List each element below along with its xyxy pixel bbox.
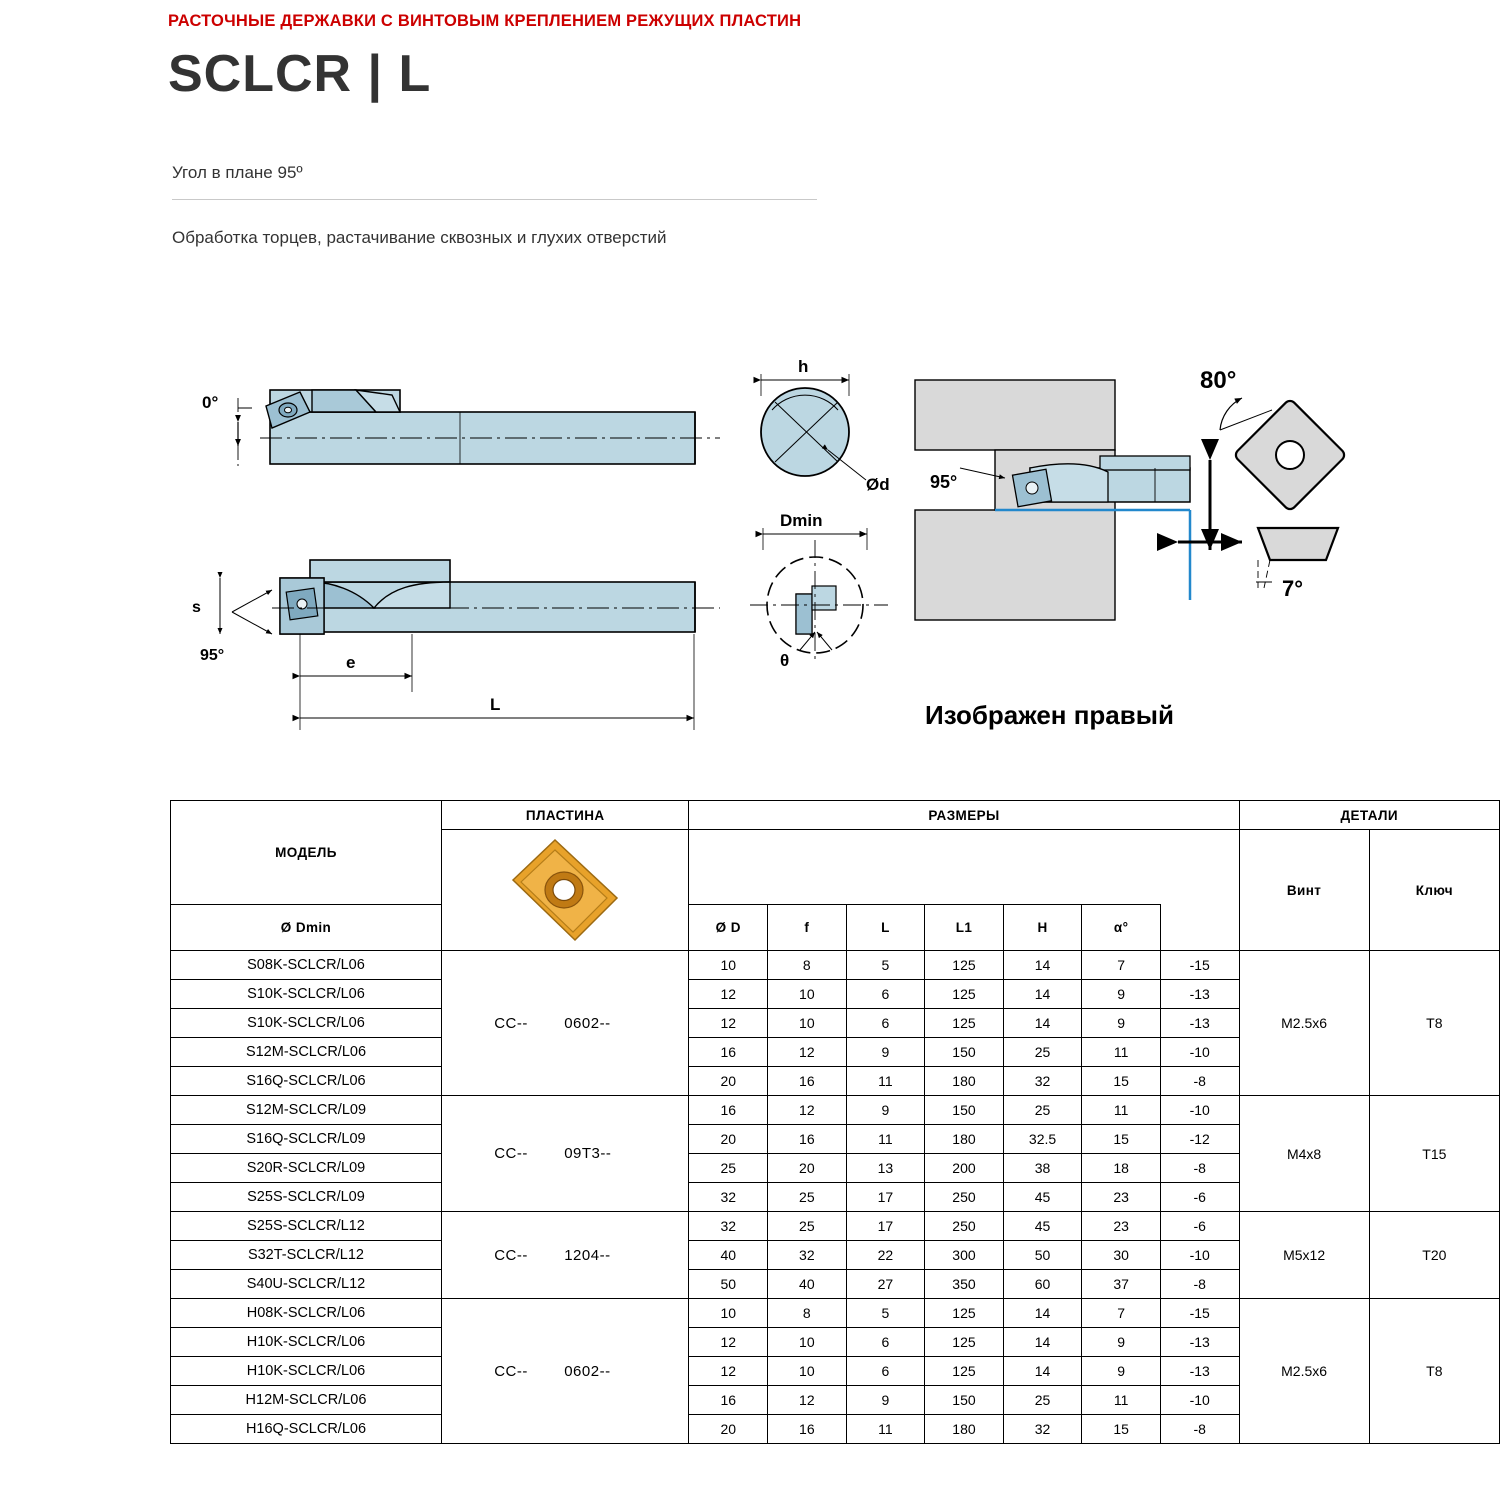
cell-L: 125 [925,1357,1004,1386]
cell-dmin: 16 [689,1386,768,1415]
cell-model: H12M-SCLCR/L06 [171,1386,442,1415]
cell-f: 9 [846,1096,925,1125]
label-dmin: Dmin [780,511,823,530]
label-95-left: 95° [200,647,225,664]
page-description: Обработка торцев, растачивание сквозных и глухих отверстий [172,228,667,247]
cell-model: S32T-SCLCR/L12 [171,1241,442,1270]
cell-alpha: -6 [1160,1212,1239,1241]
cell-f: 9 [846,1038,925,1067]
cell-dmin: 25 [689,1154,768,1183]
cell-f: 17 [846,1183,925,1212]
cell-L: 250 [925,1212,1004,1241]
cell-d: 20 [768,1154,847,1183]
cell-L1: 32 [1003,1415,1082,1444]
cell-L: 180 [925,1415,1004,1444]
header-dim-3: L [846,904,925,950]
table-row [171,951,1500,980]
cell-d: 10 [768,1009,847,1038]
header-dim-2: f [768,904,847,950]
label-e: e [346,653,356,672]
cell-H: 15 [1082,1415,1161,1444]
cell-alpha: -13 [1160,980,1239,1009]
cell-dmin: 32 [689,1183,768,1212]
insert-thumbnail-cell [441,830,689,951]
cell-alpha: -6 [1160,1183,1239,1212]
drawing-dmin-view [750,511,888,670]
cell-alpha: -10 [1160,1241,1239,1270]
cell-H: 23 [1082,1212,1161,1241]
header-divider [172,199,817,200]
cell-dmin: 50 [689,1270,768,1299]
cell-dmin: 10 [689,951,768,980]
cell-model: S12M-SCLCR/L09 [171,1096,442,1125]
cell-L1: 14 [1003,1328,1082,1357]
cell-d: 12 [768,1038,847,1067]
cell-f: 11 [846,1067,925,1096]
cell-model: S40U-SCLCR/L12 [171,1270,442,1299]
header-dim-6: α° [1082,904,1161,950]
label-zero-deg: 0° [202,393,219,412]
label-7-deg: 7° [1282,576,1304,601]
cell-f: 17 [846,1212,925,1241]
cell-insert-code: CC-- 1204-- [441,1212,689,1299]
drawing-note: Изображен правый [925,700,1174,730]
cell-L1: 45 [1003,1183,1082,1212]
cell-dmin: 16 [689,1096,768,1125]
label-95-mid: 95° [930,472,958,492]
cell-screw: M2.5x6 [1239,951,1369,1096]
cell-L1: 25 [1003,1038,1082,1067]
cell-alpha: -12 [1160,1125,1239,1154]
cell-L1: 32 [1003,1067,1082,1096]
cell-d: 40 [768,1270,847,1299]
cell-L: 125 [925,1009,1004,1038]
cell-d: 25 [768,1183,847,1212]
cell-H: 15 [1082,1125,1161,1154]
cell-L1: 25 [1003,1386,1082,1415]
header-dim-5: H [1003,904,1082,950]
cell-H: 7 [1082,1299,1161,1328]
cell-f: 11 [846,1125,925,1154]
cell-d: 10 [768,1328,847,1357]
cell-L1: 50 [1003,1241,1082,1270]
cell-dmin: 10 [689,1299,768,1328]
cell-screw: M2.5x6 [1239,1299,1369,1444]
cell-dmin: 20 [689,1125,768,1154]
cell-f: 6 [846,1328,925,1357]
header-screw: Винт [1239,830,1369,951]
cell-H: 9 [1082,980,1161,1009]
cell-f: 5 [846,951,925,980]
cell-model: S16Q-SCLCR/L06 [171,1067,442,1096]
cell-alpha: -8 [1160,1415,1239,1444]
cell-L1: 45 [1003,1212,1082,1241]
cell-model: H10K-SCLCR/L06 [171,1328,442,1357]
cell-model: S10K-SCLCR/L06 [171,1009,442,1038]
cell-H: 11 [1082,1038,1161,1067]
cell-dmin: 40 [689,1241,768,1270]
cell-model: S12M-SCLCR/L06 [171,1038,442,1067]
cell-alpha: -8 [1160,1067,1239,1096]
cell-model: S16Q-SCLCR/L09 [171,1125,442,1154]
cell-alpha: -13 [1160,1357,1239,1386]
cell-screw: M4x8 [1239,1096,1369,1212]
cell-H: 18 [1082,1154,1161,1183]
header-parts: ДЕТАЛИ [1239,801,1500,830]
cell-H: 11 [1082,1096,1161,1125]
cell-key: T8 [1369,1299,1499,1444]
cell-L: 125 [925,951,1004,980]
cell-H: 9 [1082,1357,1161,1386]
cell-model: H08K-SCLCR/L06 [171,1299,442,1328]
cell-alpha: -10 [1160,1096,1239,1125]
header-insert: ПЛАСТИНА [441,801,689,830]
label-s: s [192,599,201,616]
page-kicker: РАСТОЧНЫЕ ДЕРЖАВКИ С ВИНТОВЫМ КРЕПЛЕНИЕМ РЕЖУЩИХ ПЛАСТИН [168,12,802,30]
cell-L1: 14 [1003,1299,1082,1328]
table-row [171,1299,1500,1328]
drawing-insert-80deg [1200,367,1347,512]
cell-alpha: -8 [1160,1154,1239,1183]
label-L: L [490,695,501,714]
cell-f: 9 [846,1386,925,1415]
cell-alpha: -10 [1160,1038,1239,1067]
cell-model: S25S-SCLCR/L09 [171,1183,442,1212]
cell-f: 13 [846,1154,925,1183]
drawing-top-bar-view [202,390,720,470]
cell-model: S08K-SCLCR/L06 [171,951,442,980]
drawing-insert-7deg [1256,528,1338,601]
cell-insert-code: CC-- 09T3-- [441,1096,689,1212]
cell-H: 15 [1082,1067,1161,1096]
header-key: Ключ [1369,830,1499,951]
cell-L: 350 [925,1270,1004,1299]
cell-L1: 38 [1003,1154,1082,1183]
cell-d: 8 [768,1299,847,1328]
cell-L1: 32.5 [1003,1125,1082,1154]
cell-L: 125 [925,1299,1004,1328]
cell-dmin: 12 [689,1328,768,1357]
cell-L: 125 [925,1328,1004,1357]
label-h: h [798,357,809,376]
cell-d: 16 [768,1067,847,1096]
cell-alpha: -15 [1160,1299,1239,1328]
cell-f: 6 [846,980,925,1009]
label-80-deg: 80° [1200,367,1237,394]
cell-alpha: -13 [1160,1009,1239,1038]
cell-model: H16Q-SCLCR/L06 [171,1415,442,1444]
cell-H: 23 [1082,1183,1161,1212]
cell-key: T20 [1369,1212,1499,1299]
cell-L1: 14 [1003,1357,1082,1386]
label-theta: θ [780,651,790,670]
cell-key: T15 [1369,1096,1499,1212]
cell-L1: 14 [1003,1009,1082,1038]
cell-L: 180 [925,1125,1004,1154]
cell-L: 150 [925,1386,1004,1415]
cell-L: 125 [925,980,1004,1009]
cell-f: 22 [846,1241,925,1270]
header-dimensions: РАЗМЕРЫ [689,801,1239,830]
cell-dmin: 12 [689,1357,768,1386]
cell-H: 7 [1082,951,1161,980]
cell-L1: 14 [1003,980,1082,1009]
cell-insert-code: CC-- 0602-- [441,951,689,1096]
spec-table [170,800,1500,1444]
drawing-bottom-bar-view [192,560,720,730]
cell-d: 8 [768,951,847,980]
cell-L1: 25 [1003,1096,1082,1125]
cell-H: 11 [1082,1386,1161,1415]
cell-d: 12 [768,1386,847,1415]
header-model [171,801,442,905]
cell-L: 250 [925,1183,1004,1212]
cell-model: S25S-SCLCR/L12 [171,1212,442,1241]
page-title: SCLCR | L [168,45,432,103]
cell-L: 200 [925,1154,1004,1183]
cell-alpha: -8 [1160,1270,1239,1299]
drawing-application-view [915,380,1242,620]
cell-d: 10 [768,980,847,1009]
cell-insert-code: CC-- 0602-- [441,1299,689,1444]
cell-key: T8 [1369,951,1499,1096]
table-header-row-1 [171,801,1500,830]
cell-alpha: -13 [1160,1328,1239,1357]
cell-alpha: -10 [1160,1386,1239,1415]
cell-f: 6 [846,1009,925,1038]
cell-L: 150 [925,1096,1004,1125]
cell-dmin: 12 [689,1009,768,1038]
cell-d: 10 [768,1357,847,1386]
header-dim-1: Ø D [689,904,768,950]
label-dia-d: Ød [866,475,890,494]
cell-L: 180 [925,1067,1004,1096]
cell-model: S20R-SCLCR/L09 [171,1154,442,1183]
header-dim-0: Ø Dmin [171,904,442,950]
cell-d: 16 [768,1125,847,1154]
header-dim-4: L1 [925,904,1004,950]
header-dim-spacer [689,830,1239,905]
header-model-label: МОДЕЛЬ [275,844,337,860]
cell-alpha: -15 [1160,951,1239,980]
cell-model: H10K-SCLCR/L06 [171,1357,442,1386]
cell-screw: M5x12 [1239,1212,1369,1299]
cell-f: 5 [846,1299,925,1328]
cell-H: 30 [1082,1241,1161,1270]
cell-dmin: 20 [689,1415,768,1444]
cell-L: 300 [925,1241,1004,1270]
cell-H: 9 [1082,1009,1161,1038]
cell-d: 25 [768,1212,847,1241]
cell-H: 37 [1082,1270,1161,1299]
cell-f: 11 [846,1415,925,1444]
table-row [171,1096,1500,1125]
cell-dmin: 20 [689,1067,768,1096]
cell-L: 150 [925,1038,1004,1067]
cell-H: 9 [1082,1328,1161,1357]
cell-L1: 14 [1003,951,1082,980]
cell-dmin: 32 [689,1212,768,1241]
page-subtitle: Угол в плане 95º [172,163,303,182]
drawing-cross-section [761,357,890,494]
cell-model: S10K-SCLCR/L06 [171,980,442,1009]
cell-f: 6 [846,1357,925,1386]
cell-f: 27 [846,1270,925,1299]
cell-dmin: 12 [689,980,768,1009]
cell-d: 16 [768,1415,847,1444]
table-row [171,1212,1500,1241]
cell-d: 12 [768,1096,847,1125]
cell-L1: 60 [1003,1270,1082,1299]
cell-dmin: 16 [689,1038,768,1067]
cell-d: 32 [768,1241,847,1270]
